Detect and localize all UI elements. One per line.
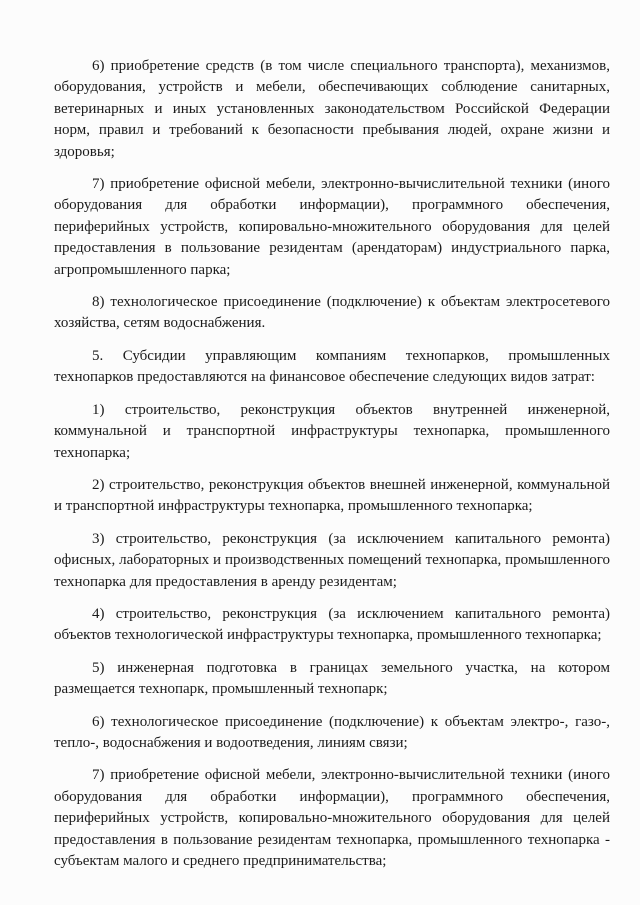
- paragraph-subitem-4-tech-infrastructure: 4) строительство, реконструкция (за исключением капитального ремонта) объектов технологической инфраструктуры технопарка, промышленного технопарка;: [54, 605, 610, 644]
- paragraph-subitem-6-utility-connection: 6) технологическое присоединение (подключение) к объектам электро-, газо-, тепло-, водоснабжения и водоотведения, линиям связи;: [54, 713, 610, 751]
- paragraph-section-5-subsidies: 5. Субсидии управляющим компаниям технопарков, промышленных технопарков предоставляются на финансовое обеспечение следующих видов затрат:: [54, 347, 610, 386]
- paragraph-item-8-connection: 8) технологическое присоединение (подключение) к объектам электросетевого хозяйства, сетям водоснабжения.: [54, 294, 610, 332]
- paragraph-subitem-2-external-infrastructure: 2) строительство, реконструкция объектов внешней инженерной, коммунальной и транспортной инфраструктуры технопарка, промышленного технопарка;: [54, 476, 610, 515]
- paragraph-subitem-5-land-preparation: 5) инженерная подготовка в границах земельного участка, на котором размещается технопарк, промышленный технопарк;: [54, 659, 610, 698]
- paragraph-item-7-office-furniture: 7) приобретение офисной мебели, электронно-вычислительной техники (иного оборудования для обработки информации), программного обеспечения, периферийных устройств, копировально-множительного оборудования для целей предоставления в пользование резидентам (арендаторам) индустриального парка, агропромышленного парка;: [54, 176, 610, 278]
- paragraph-subitem-3-premises: 3) строительство, реконструкция (за исключением капитального ремонта) офисных, лабораторных и производственных помещений технопарка, промышленного технопарка для предоставления в аренду резидентам;: [54, 530, 610, 590]
- paragraph-item-6-equipment: 6) приобретение средств (в том числе специального транспорта), механизмов, оборудования, устройств и мебели, обеспечивающих соблюдение санитарных, ветеринарных и иных установленных законодательством Российской Федерации норм, правил и требований к безопасности пребывания людей, охране жизни и здоровья;: [54, 58, 610, 160]
- paragraph-subitem-1-internal-infrastructure: 1) строительство, реконструкция объектов внутренней инженерной, коммунальной и транспортной инфраструктуры технопарка, промышленного технопарка;: [54, 401, 610, 461]
- paragraph-subitem-7-office-furniture: 7) приобретение офисной мебели, электронно-вычислительной техники (иного оборудования для обработки информации), программного обеспечения, периферийных устройств, копировально-множительного оборудования для целей предоставления в пользование резидентам технопарка, промышленного технопарка - субъектам малого и среднего предпринимательства;: [54, 767, 610, 869]
- document-page: [54, 56, 610, 883]
